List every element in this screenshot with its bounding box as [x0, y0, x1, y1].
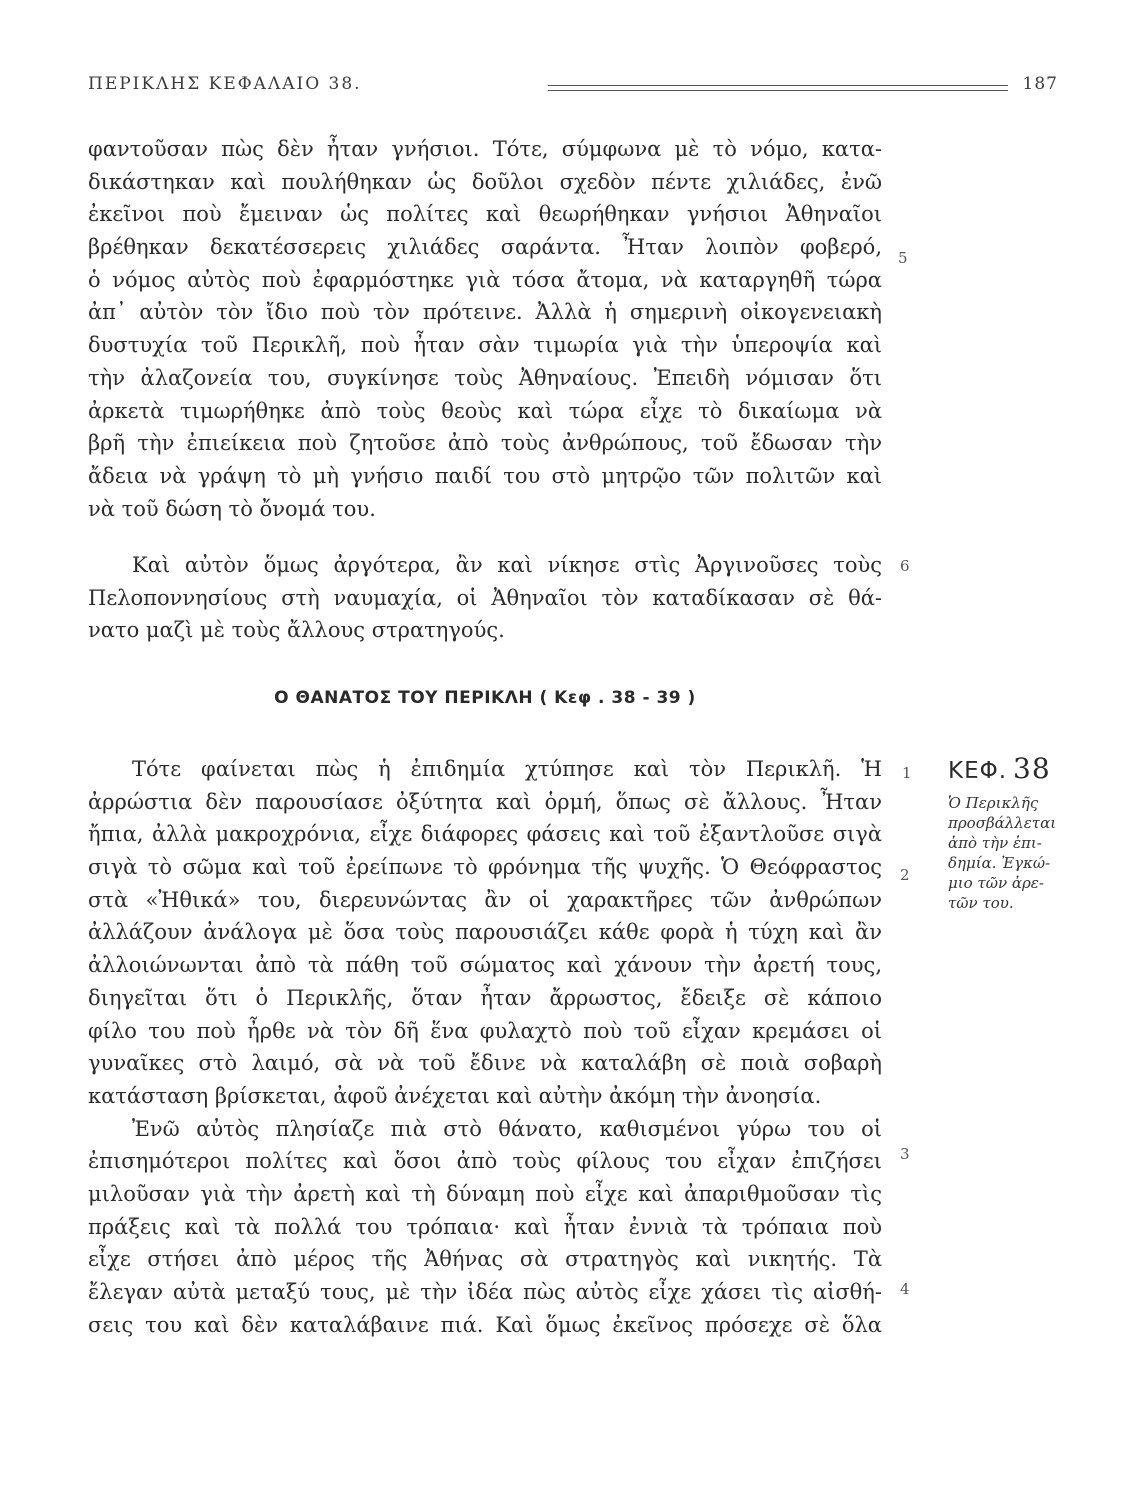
text-line: Τότε φαίνεται πὼς ἡ ἐπιδημία χτύπησε καὶ τὸν Περικλῆ. Ἡ — [132, 757, 882, 781]
page-number: 187 — [1022, 74, 1058, 94]
text-line: Ἐνῶ αὐτὸς πλησίαζε πιὰ στὸ θάνατο, καθισμένοι γύρω του οἱ — [132, 1116, 882, 1141]
text-line: ἐπισημότεροι πολίτες καὶ ὅσοι ἀπὸ τοὺς φίλους του εἶχαν ἐπιζήσει — [88, 1149, 882, 1174]
text-line: φίλο του ποὺ ἦρθε νὰ τὸν δῆ ἕνα φυλαχτὸ ποὺ τοῦ εἶχαν κρεμάσει οἱ — [88, 1018, 882, 1043]
margin-line-number: 1 — [902, 764, 912, 782]
sidenote-line: τῶν του. — [948, 894, 1014, 912]
text-line: Πελοποννησίους στὴ ναυμαχία, οἱ Ἀθηναῖοι τὸν καταδίκασαν σὲ θά- — [88, 585, 882, 610]
paragraph-block-3 — [88, 753, 882, 1341]
text-line: νατο μαζὶ μὲ τοὺς ἄλλους στρατηγούς. — [88, 618, 505, 643]
text-line: τὴν ἀλαζονεία του, συγκίνησε τοὺς Ἀθηναίους. Ἐπειδὴ νόμισαν ὅτι — [88, 365, 882, 390]
sidenote-line: δημία. Ἐγκώ- — [948, 854, 1051, 872]
text-line: ὁ νόμος αὐτὸς ποὺ ἐφαρμόστηκε γιὰ τόσα ἄτομα, νὰ καταργηθῆ τώρα — [88, 267, 882, 292]
text-line: ἀρρώστια δὲν παρουσίασε ὀξύτητα καὶ ὁρμή, ὅπως σὲ ἄλλους. Ἦταν — [88, 789, 882, 814]
margin-line-number: 5 — [898, 249, 908, 267]
text-line: κατάσταση βρίσκεται, ἀφοῦ ἀνέχεται καὶ αὐτὴν ἀκόμη τὴν ἀνοησία. — [88, 1083, 822, 1108]
text-line: σιγὰ τὸ σῶμα καὶ τοῦ ἐρείπωνε τὸ φρόνημα τῆς ψυχῆς. Ὁ Θεόφραστος — [88, 855, 882, 880]
text-line: στὰ «Ἠθικά» του, διερευνώντας ἂν οἱ χαρακτῆρες τῶν ἀνθρώπων — [88, 887, 882, 912]
paragraph-block-2 — [88, 549, 882, 647]
running-head — [88, 74, 1058, 104]
text-line: ἔλεγαν αὐτὰ μεταξύ τους, μὲ τὴν ἰδέα πὼς αὐτὸς εἶχε χάσει τὶς αἰσθή- — [88, 1280, 882, 1304]
text-line: σεις του καὶ δὲν καταλάβαινε πιά. Καὶ ὅμως ἐκεῖνος πρόσεχε σὲ ὅλα — [88, 1312, 882, 1337]
section-heading: Ο ΘΑΝΑΤΟΣ ΤΟΥ ΠΕΡΙΚΛΗ ( Κεφ . 38 - 39 ) — [274, 688, 696, 708]
text-line: βρῆ τὴν ἐπιείκεια ποὺ ζητοῦσε ἀπὸ τοὺς ἀνθρώπους, τοῦ ἔδωσαν τὴν — [88, 431, 882, 456]
sidenote-line: μιο τῶν ἀρε- — [948, 874, 1044, 892]
text-line: βρέθηκαν δεκατέσσερεις χιλιάδες σαράντα. Ἦταν λοιπὸν φοβερό, — [88, 235, 882, 260]
text-line: εἶχε στήσει ἀπὸ μέρος τῆς Ἀθήνας σὰ στρατηγὸς καὶ νικητής. Τὰ — [88, 1247, 882, 1272]
text-line: διηγεῖται ὅτι ὁ Περικλῆς, ὅταν ἦταν ἄρρωστος, ἔδειξε σὲ κάποιο — [88, 985, 882, 1010]
text-line: ἀρκετὰ τιμωρήθηκε ἀπὸ τοὺς θεοὺς καὶ τώρα εἶχε τὸ δικαίωμα νὰ — [88, 398, 882, 423]
margin-line-number: 3 — [900, 1145, 910, 1163]
sidenote-line: προσβάλλεται — [948, 814, 1057, 832]
text-line: πράξεις καὶ τὰ πολλά του τρόπαια· καὶ ἦταν ἐννιὰ τὰ τρόπαια ποὺ — [88, 1214, 882, 1239]
chapter-number: 38 — [1013, 752, 1051, 785]
running-head-rule — [548, 85, 1008, 91]
margin-line-number: 6 — [900, 557, 910, 575]
text-line: ἐκεῖνοι ποὺ ἔμειναν ὡς πολίτες καὶ θεωρήθηκαν γνήσιοι Ἀθηναῖοι — [88, 202, 882, 227]
paragraph-block-1 — [88, 133, 882, 525]
text-line: ἤπια, ἀλλὰ μακροχρόνια, εἶχε διάφορες φάσεις καὶ τοῦ ἐξαντλοῦσε σιγὰ — [88, 822, 882, 847]
text-line: ἀλλάζουν ἀνάλογα μὲ ὅσα τοὺς παρουσιάζει κάθε φορὰ ἡ τύχη καὶ ἂν — [88, 920, 882, 945]
text-line: ἀλλοιώνωνται ἀπὸ τὰ πάθη τοῦ σώματος καὶ χάνουν τὴν ἀρετή τους, — [88, 953, 882, 978]
sidenote-text — [948, 793, 1068, 913]
text-line: δικάστηκαν καὶ πουλήθηκαν ὡς δοῦλοι σχεδὸν πέντε χιλιάδες, ἐνῶ — [88, 169, 882, 194]
text-line: φαντοῦσαν πὼς δὲν ἦταν γνήσιοι. Τότε, σύμφωνα μὲ τὸ νόμο, κατα- — [88, 137, 882, 161]
chapter-label — [948, 752, 1068, 785]
text-line: δυστυχία τοῦ Περικλῆ, ποὺ ἦταν σὰν τιμωρία γιὰ τὴν ὑπεροψία καὶ — [88, 333, 882, 358]
sidenote-line: ἀπὸ τὴν ἐπι- — [948, 834, 1042, 852]
chapter-label-text: ΚΕΦ. — [948, 758, 1008, 784]
margin-line-number: 2 — [900, 866, 910, 884]
running-head-title: ΠΕΡΙΚΛΗΣ ΚΕΦΑΛΑΙΟ 38. — [88, 74, 362, 94]
text-line: ἀπ᾽ αὐτὸν τὸν ἴδιο ποὺ τὸν πρότεινε. Ἀλλὰ ἡ σημερινὴ οἰκογενειακὴ — [88, 300, 882, 325]
text-line: Καὶ αὐτὸν ὅμως ἀργότερα, ἂν καὶ νίκησε στὶς Ἀργινοῦσες τοὺς — [132, 553, 882, 577]
text-line: μιλοῦσαν γιὰ τὴν ἀρετὴ καὶ τὴ δύναμη ποὺ εἶχε καὶ ἀπαριθμοῦσαν τὶς — [88, 1181, 882, 1206]
text-line: γυναῖκες στὸ λαιμό, σὰ νὰ τοῦ ἔδινε νὰ καταλάβη σὲ ποιὰ σοβαρὴ — [88, 1051, 882, 1076]
margin-line-number: 4 — [900, 1280, 910, 1298]
text-line: ἄδεια νὰ γράψη τὸ μὴ γνήσιο παιδί του στὸ μητρῷο τῶν πολιτῶν καὶ — [88, 463, 882, 488]
sidenote-line: Ὁ Περικλῆς — [948, 794, 1039, 812]
margin-sidenote — [948, 752, 1068, 913]
text-line: νὰ τοῦ δώση τὸ ὄνομά του. — [88, 496, 376, 521]
